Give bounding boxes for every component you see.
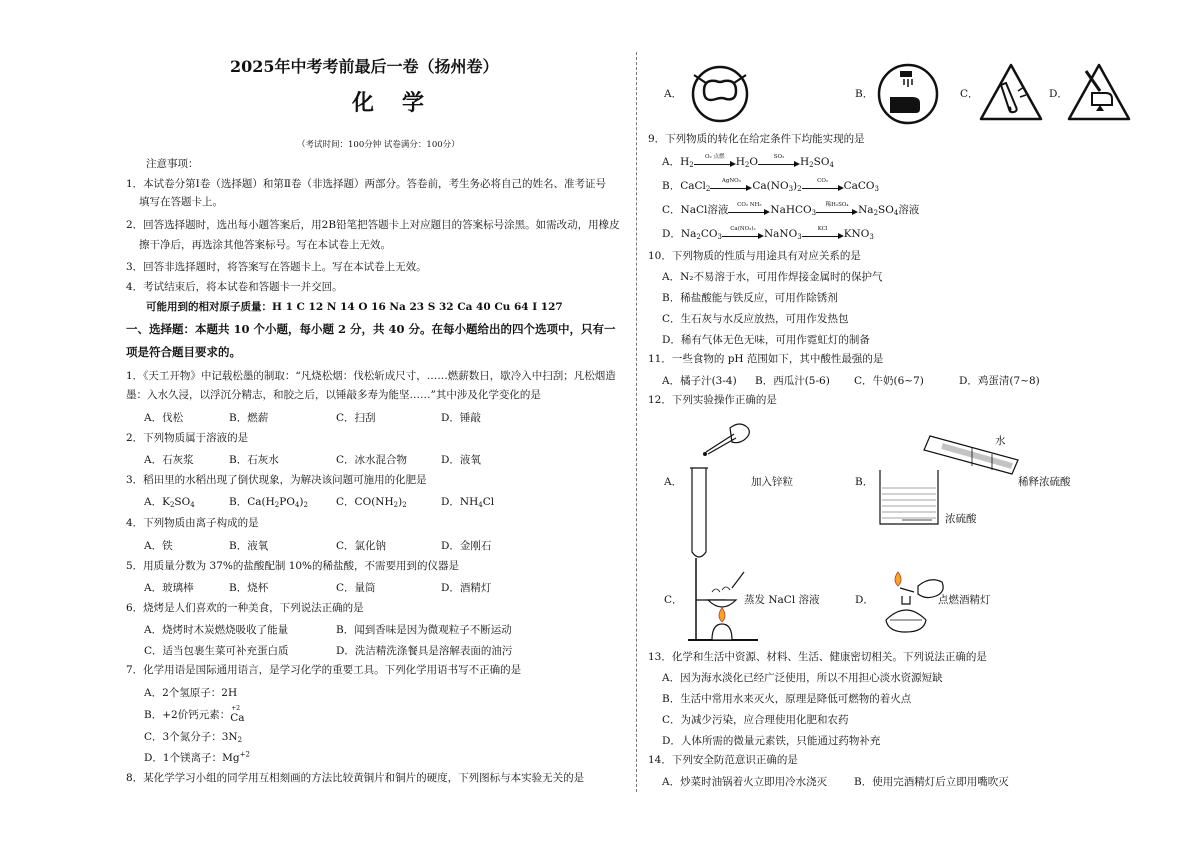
q12-stem: 12．下列实验操作正确的是	[648, 394, 777, 406]
q7-option-b: B．+2价钙元素： +2 Ca	[144, 705, 245, 724]
q9-option-c: C．NaCl溶液 CO₂ NH₃ NaHCO$_3$ 稀H₂SO₄ $Na_2SO_4$溶液	[662, 202, 920, 217]
q4-option-c: C．氯化钠	[336, 540, 387, 552]
q12-water-label: 水	[995, 435, 1006, 447]
q12-option-a-label: A．	[664, 476, 683, 488]
q2-option-a: A．石灰浆	[144, 454, 194, 466]
q8-option-b-label: B．	[855, 88, 874, 100]
exam-title: 2025年中考考前最后一卷（扬州卷）	[230, 57, 499, 76]
q10-option-d: D．稀有气体无色无味，可用作霓虹灯的制备	[662, 334, 870, 346]
q11-option-b: B．西瓜汁(5-6)	[755, 375, 830, 387]
q14-stem: 14．下列安全防范意识正确的是	[648, 754, 798, 766]
note-item: 擦干净后，再选涂其他答案标号。写在本试卷上无效。	[139, 239, 391, 251]
q9-option-d: D．$Na_2CO_3$ Ca(NO₃)₂ NaNO$_3$ KCl $KNO_3$	[662, 226, 874, 241]
q6-option-b: B．闻到香味是因为微观粒子不断运动	[336, 624, 512, 636]
q12-option-b-label: B．	[855, 476, 874, 488]
q7-option-d: D．1个镁离子：$Mg^{+2}$	[144, 750, 250, 764]
q1-option-c: C．扫刮	[336, 412, 376, 424]
q9-option-a: A．$H_2$ O₂ 点燃 $H_2O$ SO₂ $H_2SO_4$	[662, 154, 834, 169]
q4-option-b: B．液氧	[229, 540, 269, 552]
q7-stem: 7．化学用语是国际通用语言，是学习化学的重要工具。下列化学用语书写不正确的是	[126, 664, 522, 676]
q5-option-d: D．酒精灯	[441, 582, 492, 594]
q12-option-d-text: 点燃酒精灯	[938, 594, 991, 606]
note-item: 1．本试卷分第Ⅰ卷（选择题）和第Ⅱ卷（非选择题）两部分。答卷前，考生务必将自己的姓名、准考证号	[126, 178, 606, 190]
q5-option-c: C．量筒	[336, 582, 376, 594]
q1-option-d: D．锤敲	[441, 412, 481, 424]
section-heading-cont: 项是符合题目要求的。	[126, 345, 241, 359]
q3-option-d: D．$NH_4Cl$	[441, 496, 495, 509]
q3-option-c: C．$CO(NH_2)_2$	[336, 496, 407, 509]
q4-option-a: A．铁	[144, 540, 173, 552]
heating-warning-icon	[978, 61, 1044, 123]
q5-option-a: A．玻璃棒	[144, 582, 194, 594]
q6-option-a: A．烧烤时木炭燃烧吸收了能量	[144, 624, 289, 636]
q10-option-c: C．生石灰与水反应放热，可用作发热包	[662, 313, 849, 325]
q2-option-b: B．石灰水	[229, 454, 279, 466]
q5-stem: 5．用质量分数为 37%的盐酸配制 10%的稀盐酸，不需要用到的仪器是	[126, 560, 460, 572]
q13-option-c: C．为减少污染，应合理使用化肥和农药	[662, 714, 849, 726]
q7-option-a: A．2个氢原子：2H	[144, 687, 238, 699]
q6-option-c: C．适当包裹生菜可补充蛋白质	[144, 645, 289, 657]
note-item: 4．考试结束后，将本试卷和答题卡一并交回。	[126, 281, 343, 293]
q14-option-a: A．炒菜时油锅着火立即用冷水浇灭	[662, 776, 828, 788]
q10-option-a: A．N₂不易溶于水，可用作焊接金属时的保护气	[662, 271, 883, 283]
note-item: 3．回答非选择题时，将答案写在答题卡上。写在本试卷上无效。	[126, 261, 427, 273]
q12-option-a-text: 加入锌粒	[751, 476, 793, 488]
q7-option-c: C．3个氮分子：$3N_2$	[144, 731, 243, 744]
q12-option-c-label: C．	[664, 594, 683, 606]
q1-option-b: B．燃薪	[229, 412, 269, 424]
q10-stem: 10．下列物质的性质与用途具有对应关系的是	[648, 250, 861, 262]
goggles-icon	[686, 63, 756, 125]
q5-option-b: B．烧杯	[229, 582, 269, 594]
q8-option-d-label: D．	[1049, 88, 1068, 100]
q3-stem: 3．稻田里的水稻出现了倒伏现象，为解决该问题可施用的化肥是	[126, 474, 427, 486]
q11-stem: 11．一些食物的 pH 范围如下，其中酸性最强的是	[648, 353, 884, 365]
q8-option-a-label: A．	[664, 88, 683, 100]
q2-stem: 2．下列物质属于溶液的是	[126, 432, 249, 444]
q10-option-b: B．稀盐酸能与铁反应，可用作除锈剂	[662, 292, 838, 304]
note-item: 2．回答选择题时，选出每小题答案后，用2B铅笔把答题卡上对应题目的答案标号涂黑。如需改动，用橡皮	[126, 219, 620, 231]
q12-option-b-text: 稀释浓硫酸	[1018, 476, 1071, 488]
atomic-masses: 可能用到的相对原子质量：H 1 C 12 N 14 O 16 Na 23 S 32 Ca 40 Cu 64 I 127	[146, 301, 563, 313]
q3-option-b: B．$Ca(H_2PO_4)_2$	[229, 496, 308, 509]
column-divider	[636, 52, 637, 792]
q1-stem-cont: 墨：入水久浸，以浮沉分精志，和胶之后，以锤敲多寿为能坚……”其中涉及化学变化的是	[126, 389, 541, 401]
wash-hands-icon	[876, 63, 940, 125]
q11-option-d: D．鸡蛋清(7~8)	[959, 375, 1040, 387]
q11-option-c: C．牛奶(6~7)	[854, 375, 924, 387]
q9-option-b: B．CaCl$_2$ AgNO₃ $Ca(NO_3)_2$ CO₂ CaCO$_3$	[662, 178, 880, 193]
subject-title: 化学	[352, 90, 453, 116]
note-item: 填写在答题卡上。	[139, 196, 223, 208]
exam-info: （考试时间：100分钟 试卷满分：100分）	[297, 140, 460, 150]
q8-stem: 8．某化学学习小组的同学用互相刻画的方法比较黄铜片和铜片的硬度，下列图标与本实验无关的是	[126, 772, 585, 784]
q6-option-d: D．洗洁精洗涤餐具是溶解表面的油污	[336, 645, 513, 657]
q1-stem: 1．《天工开物》中记载松墨的制取：“凡烧松烟：伐松斩成尺寸，……燃薪数日，歇冷入中扫刮；凡松烟造	[126, 370, 616, 382]
q12-acid-label: 浓硫酸	[945, 513, 977, 525]
q2-option-d: D．液氧	[441, 454, 481, 466]
q2-option-c: C．冰水混合物	[336, 454, 408, 466]
sharp-object-warning-icon	[1066, 61, 1132, 123]
q3-option-a: A．$K_2SO_4$	[144, 496, 195, 509]
q8-option-c-label: C．	[960, 88, 979, 100]
q6-stem: 6．烧烤是人们喜欢的一种美食，下列说法正确的是	[126, 602, 364, 614]
q9-stem: 9．下列物质的转化在给定条件下均能实现的是	[648, 133, 865, 145]
q1-option-a: A．伐松	[144, 412, 184, 424]
q12-option-c-text: 蒸发 NaCl 溶液	[744, 594, 820, 606]
q4-stem: 4．下列物质由离子构成的是	[126, 517, 259, 529]
q4-option-d: D．金刚石	[441, 540, 492, 552]
q13-stem: 13．化学和生活中资源、材料、生活、健康密切相关。下列说法正确的是	[648, 651, 987, 663]
test-tube-zinc-figure	[684, 412, 754, 562]
q13-option-b: B．生活中常用水来灭火，原理是降低可燃物的着火点	[662, 693, 912, 705]
q13-option-a: A．因为海水淡化已经广泛使用，所以不用担心淡水资源短缺	[662, 672, 943, 684]
q12-option-d-label: D．	[855, 594, 874, 606]
section-heading: 一、选择题：本题共 10 个小题，每小题 2 分，共 40 分。在每小题给出的四个选项中，只有一	[126, 322, 616, 336]
notes-heading: 注意事项：	[146, 158, 199, 170]
q14-option-b: B．使用完酒精灯后立即用嘴吹灭	[854, 776, 1009, 788]
q11-option-a: A．橘子汁(3-4)	[662, 375, 737, 387]
q13-option-d: D．人体所需的微量元素铁，只能通过药物补充	[662, 735, 881, 747]
